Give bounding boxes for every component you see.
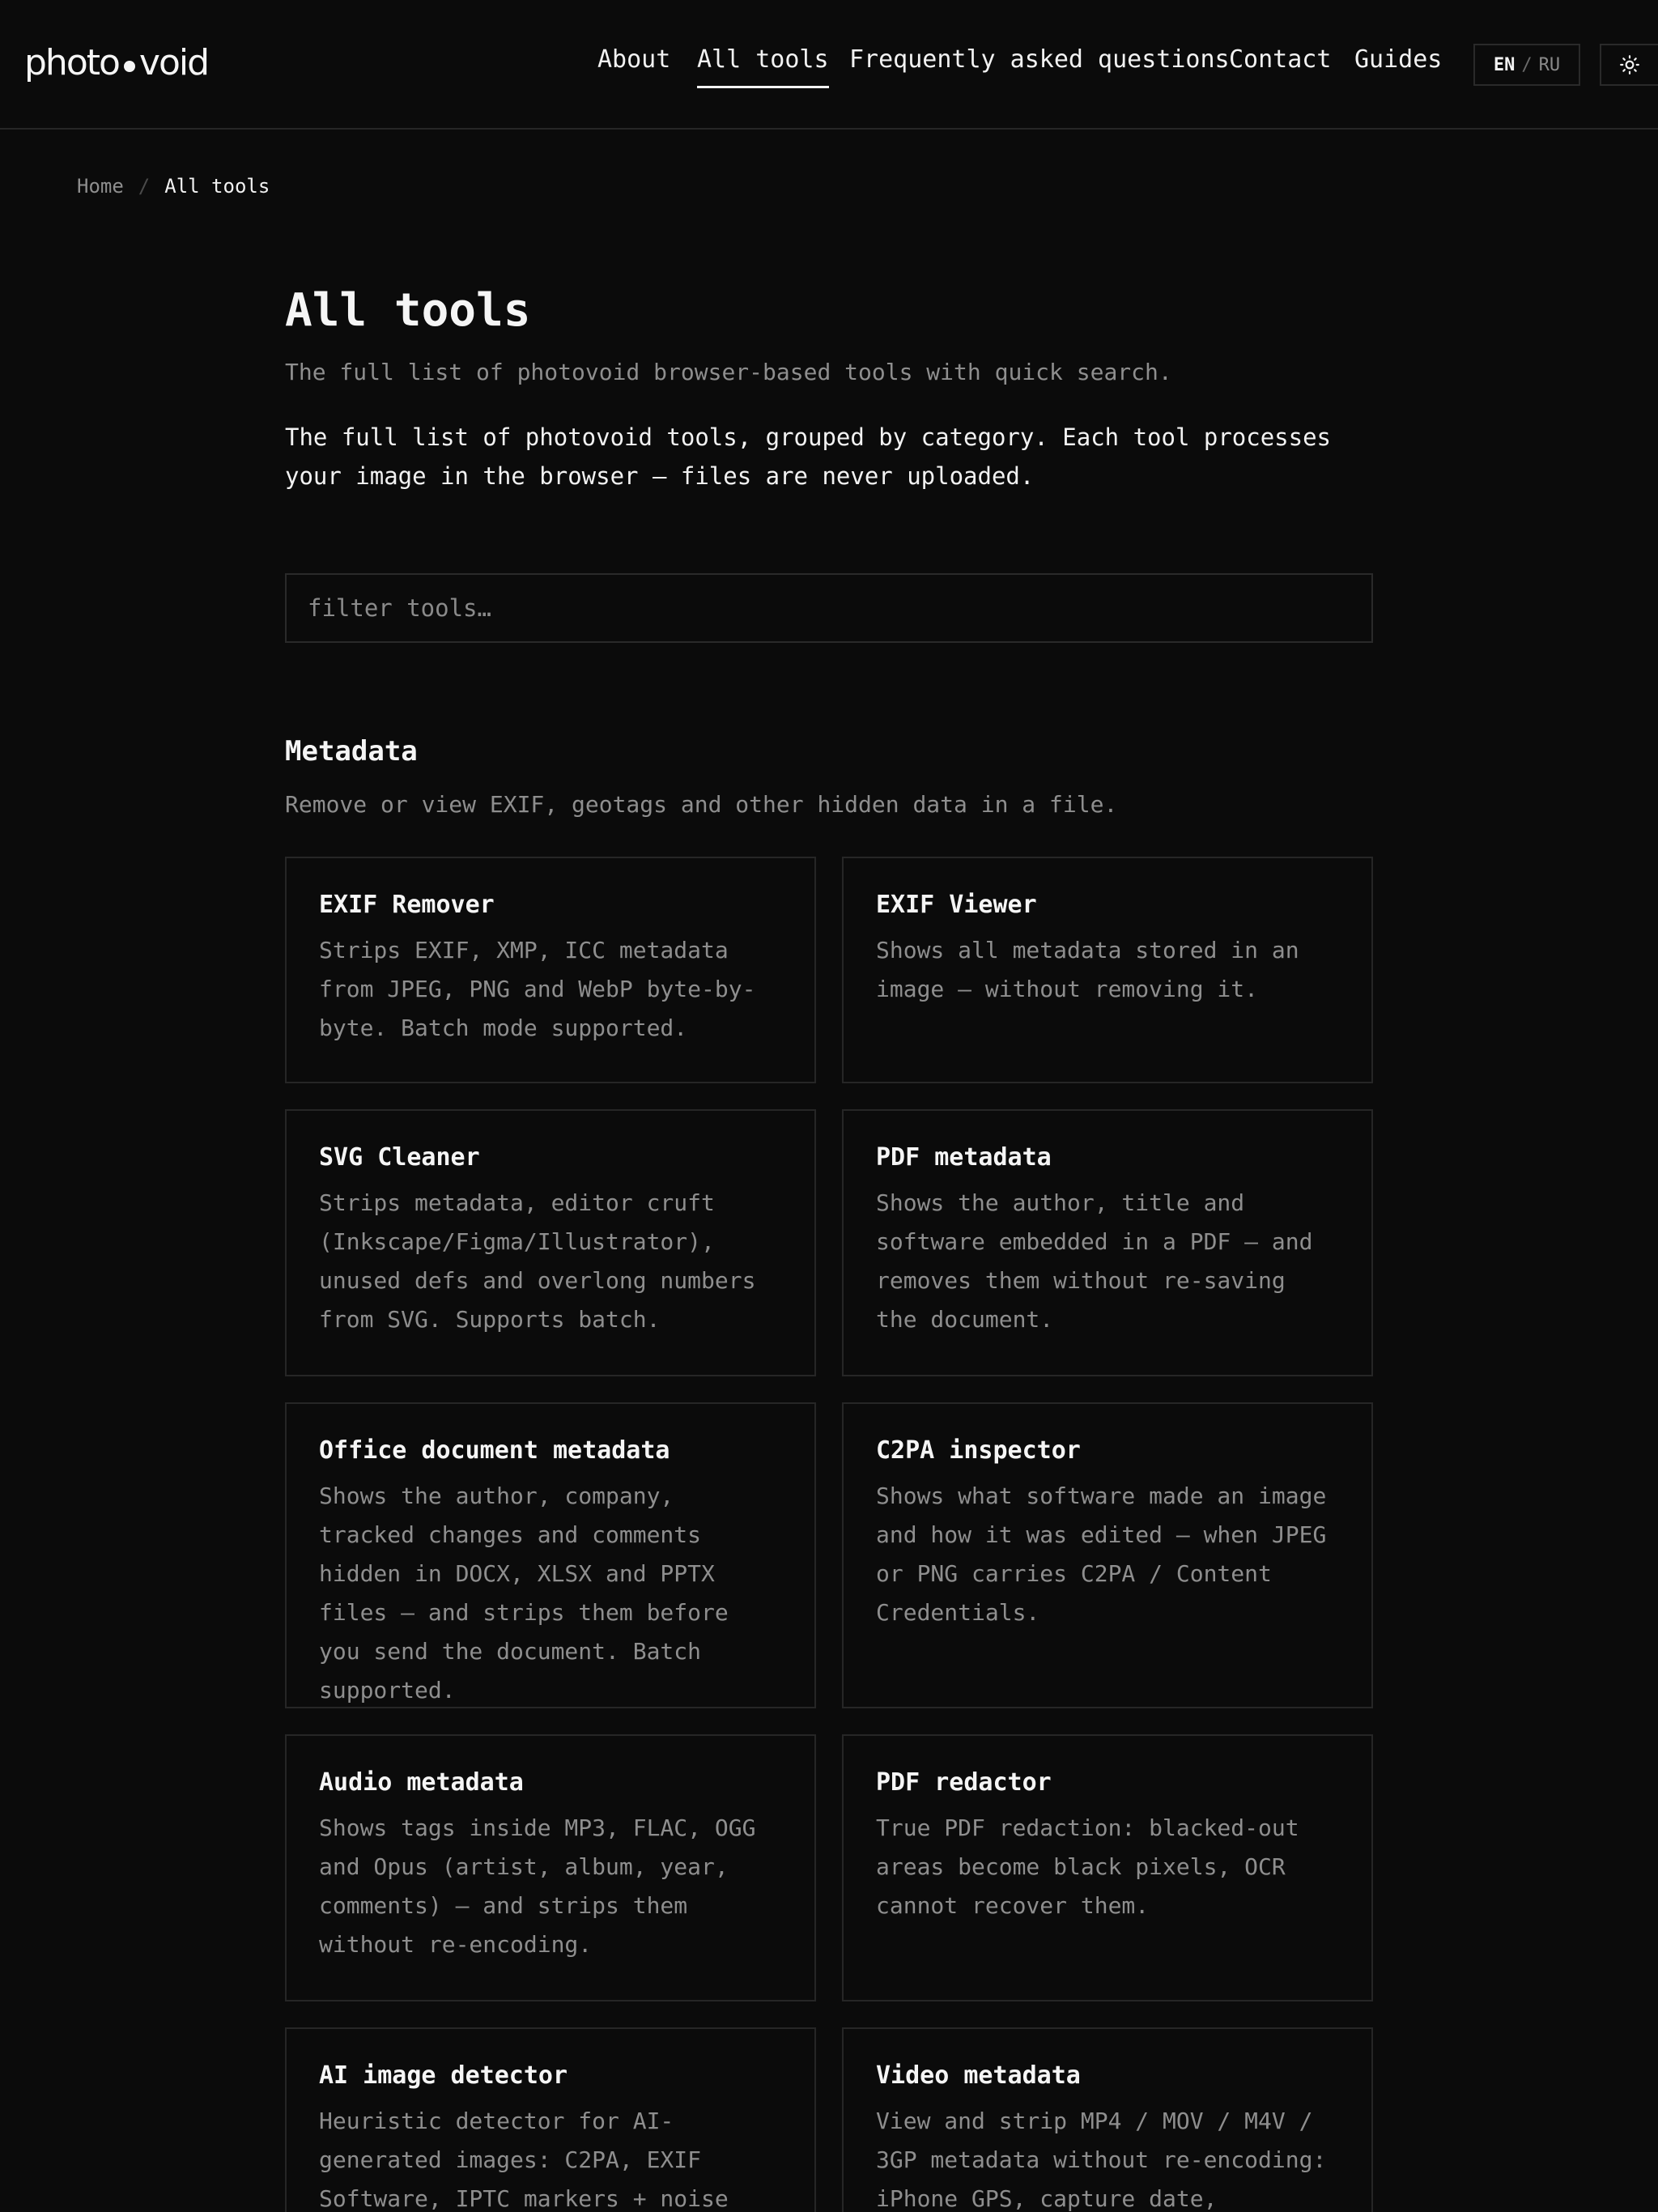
breadcrumb-home[interactable]: Home bbox=[77, 175, 124, 198]
section-title-metadata: Metadata bbox=[285, 735, 418, 768]
logo-text-void: void bbox=[138, 42, 209, 83]
lang-ru[interactable]: RU bbox=[1538, 54, 1561, 75]
tool-card-description: Strips EXIF, XMP, ICC metadata from JPEG, PNG and WebP byte-by-byte. Batch mode supported. bbox=[319, 937, 756, 1041]
sun-icon bbox=[1619, 54, 1640, 75]
tool-card-title: AI image detector bbox=[319, 2061, 568, 2090]
tool-card-description: Shows what software made an image and how it was edited — when JPEG or PNG carries C2PA / Content Credentials. bbox=[876, 1482, 1327, 1626]
tool-card-title: Office document metadata bbox=[319, 1436, 670, 1465]
breadcrumb-separator: / bbox=[138, 175, 151, 198]
tool-card-description: True PDF redaction: blacked-out areas become black pixels, OCR cannot recover them. bbox=[876, 1814, 1299, 1919]
language-switcher bbox=[1473, 44, 1580, 86]
tool-card-title: Audio metadata bbox=[319, 1768, 524, 1797]
page-subtitle: The full list of photovoid browser-based tools with quick search. bbox=[285, 359, 1172, 385]
tool-card-title: PDF metadata bbox=[876, 1143, 1052, 1172]
nav-faq[interactable]: Frequently asked questions bbox=[849, 45, 1230, 74]
tool-card-audio-metadata[interactable] bbox=[285, 1734, 816, 2001]
tool-card-title: EXIF Viewer bbox=[876, 891, 1037, 919]
page-title: All tools bbox=[285, 284, 531, 337]
nav-about[interactable]: About bbox=[597, 45, 671, 74]
nav-contact[interactable]: Contact bbox=[1229, 45, 1332, 74]
theme-toggle-button[interactable] bbox=[1600, 44, 1658, 86]
tool-card-video-metadata[interactable] bbox=[842, 2027, 1373, 2212]
lang-en[interactable]: EN bbox=[1493, 54, 1516, 75]
tool-card-description: Shows the author, title and software embedded in a PDF — and removes them without re-saving the document. bbox=[876, 1189, 1313, 1333]
tool-card-exif-viewer[interactable] bbox=[842, 857, 1373, 1083]
tool-card-exif-remover[interactable] bbox=[285, 857, 816, 1083]
tool-card-description: Strips metadata, editor cruft (Inkscape/Figma/Illustrator), unused defs and overlong numbers from SVG. Supports batch. bbox=[319, 1189, 756, 1333]
breadcrumb bbox=[77, 173, 270, 199]
tool-card-svg-cleaner[interactable] bbox=[285, 1109, 816, 1376]
tool-card-title: Video metadata bbox=[876, 2061, 1081, 2090]
tool-card-description: Heuristic detector for AI-generated images: C2PA, EXIF Software, IPTC markers + noise bbox=[319, 2108, 729, 2212]
tool-card-description: View and strip MP4 / MOV / M4V / 3GP metadata without re-encoding: iPhone GPS, capture date, bbox=[876, 2108, 1327, 2212]
tool-card-description: Shows the author, company, tracked changes and comments hidden in DOCX, XLSX and PPTX files — and strips them before you send the document. Batch supported. bbox=[319, 1482, 729, 1704]
tool-card-pdf-redactor[interactable] bbox=[842, 1734, 1373, 2001]
nav-guides[interactable]: Guides bbox=[1354, 45, 1443, 74]
site-header bbox=[0, 0, 1658, 130]
section-description-metadata: Remove or view EXIF, geotags and other hidden data in a file. bbox=[285, 791, 1118, 818]
tool-card-title: SVG Cleaner bbox=[319, 1143, 480, 1172]
filter-tools-input[interactable] bbox=[285, 573, 1373, 643]
tool-card-title: PDF redactor bbox=[876, 1768, 1052, 1797]
site-logo[interactable] bbox=[24, 39, 208, 87]
tool-card-description: Shows tags inside MP3, FLAC, OGG and Opus (artist, album, year, comments) — and strips them without re-encoding. bbox=[319, 1814, 756, 1958]
tool-card-office-metadata[interactable] bbox=[285, 1402, 816, 1708]
logo-dot-icon bbox=[124, 61, 135, 72]
breadcrumb-current: All tools bbox=[164, 175, 270, 198]
tool-card-c2pa-inspector[interactable] bbox=[842, 1402, 1373, 1708]
tool-card-title: C2PA inspector bbox=[876, 1436, 1081, 1465]
page-intro: The full list of photovoid tools, grouped by category. Each tool processes your image in the browser — files are never uploaded. bbox=[285, 423, 1332, 490]
logo-text-photo: photo bbox=[24, 42, 119, 83]
nav-all-tools[interactable]: All tools bbox=[697, 44, 829, 88]
tool-card-title: EXIF Remover bbox=[319, 891, 495, 919]
tool-card-pdf-metadata[interactable] bbox=[842, 1109, 1373, 1376]
tool-card-description: Shows all metadata stored in an image — without removing it. bbox=[876, 937, 1299, 1002]
lang-separator: / bbox=[1521, 54, 1533, 75]
tool-card-ai-image-detector[interactable] bbox=[285, 2027, 816, 2212]
